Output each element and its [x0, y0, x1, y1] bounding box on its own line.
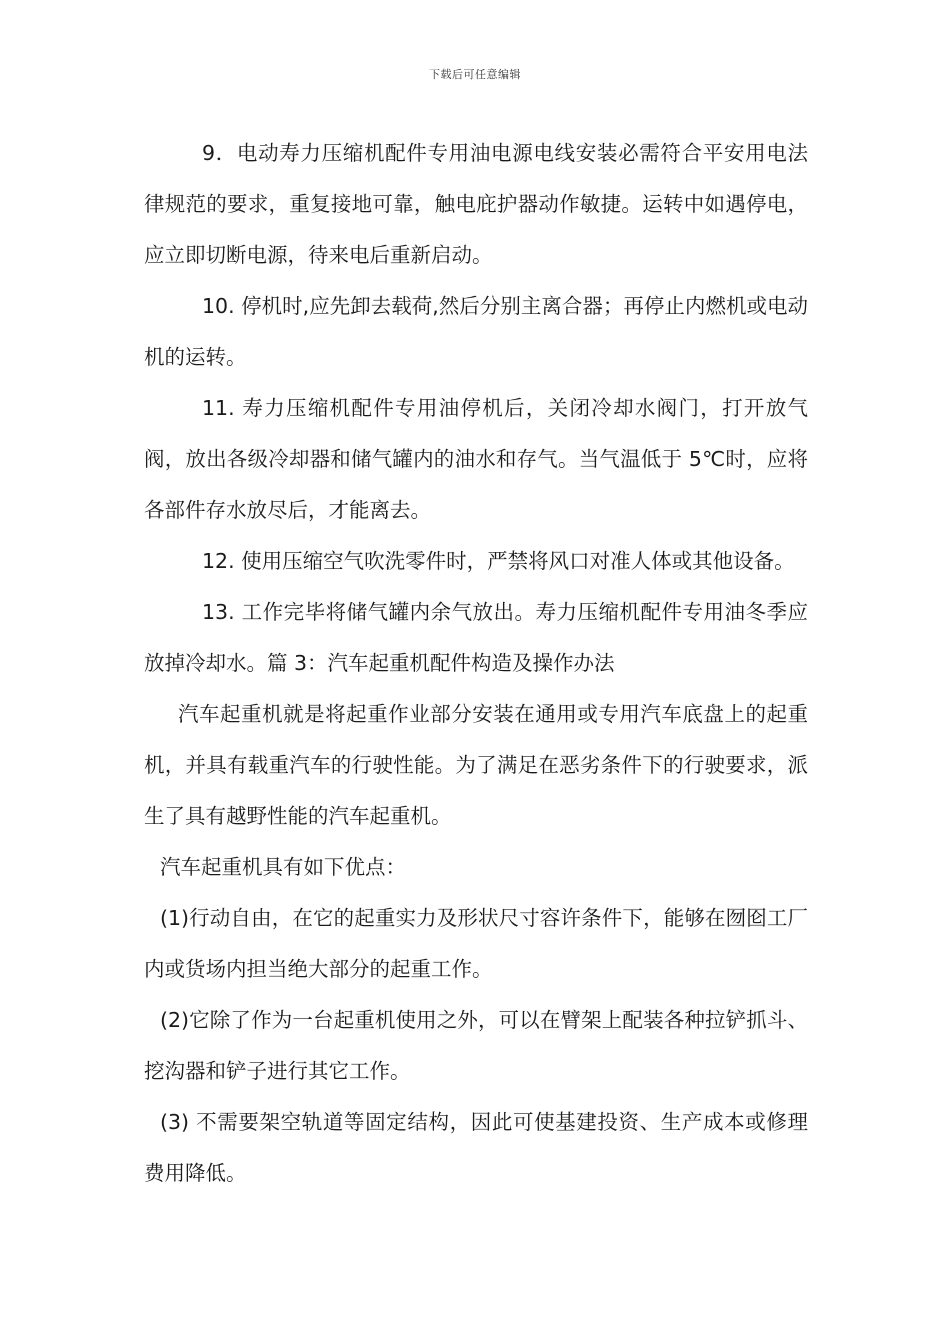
- paragraph-advantages-heading: 汽车起重机具有如下优点：: [160, 855, 406, 879]
- paragraph-advantage-2: (2)它除了作为一台起重机使用之外，可以在臂架上配装各种拉铲抓斗、挖沟器和铲子进行其它工作。: [144, 1008, 808, 1083]
- paragraph-advantage-3: (3) 不需要架空轨道等固定结构，因此可使基建投资、生产成本或修理费用降低。: [144, 1110, 808, 1185]
- paragraph-item-9: 9．电动寿力压缩机配件专用油电源电线安装必需符合平安用电法律规范的要求，重复接地可靠，触电庇护器动作敏捷。运转中如遇停电，应立即切断电源，待来电后重新启动。: [144, 141, 808, 267]
- document-body: [144, 128, 808, 1199]
- paragraph-advantage-1: (1)行动自由，在它的起重实力及形状尺寸容许条件下，能够在囫囵工厂内或货场内担当绝大部分的起重工作。: [144, 906, 808, 981]
- paragraph-item-11: 11. 寿力压缩机配件专用油停机后，关闭冷却水阀门，打开放气阀，放出各级冷却器和储气罐内的油水和存气。当气温低于 5℃时，应将各部件存水放尽后，才能离去。: [144, 396, 808, 522]
- paragraph-item-10: 10. 停机时,应先卸去载荷,然后分别主离合器；再停止内燃机或电动机的运转。: [144, 294, 808, 369]
- paragraph-item-13: 13. 工作完毕将储气罐内余气放出。寿力压缩机配件专用油冬季应放掉冷却水。篇 3：汽车起重机配件构造及操作办法: [144, 600, 808, 675]
- paragraph-crane-intro: 汽车起重机就是将起重作业部分安装在通用或专用汽车底盘上的起重机，并具有载重汽车的行驶性能。为了满足在恶劣条件下的行驶要求，派生了具有越野性能的汽车起重机。: [144, 702, 808, 828]
- paragraph-item-12: 12. 使用压缩空气吹洗零件时，严禁将风口对准人体或其他设备。: [202, 549, 795, 573]
- page-header: 下载后可任意编辑: [429, 68, 521, 81]
